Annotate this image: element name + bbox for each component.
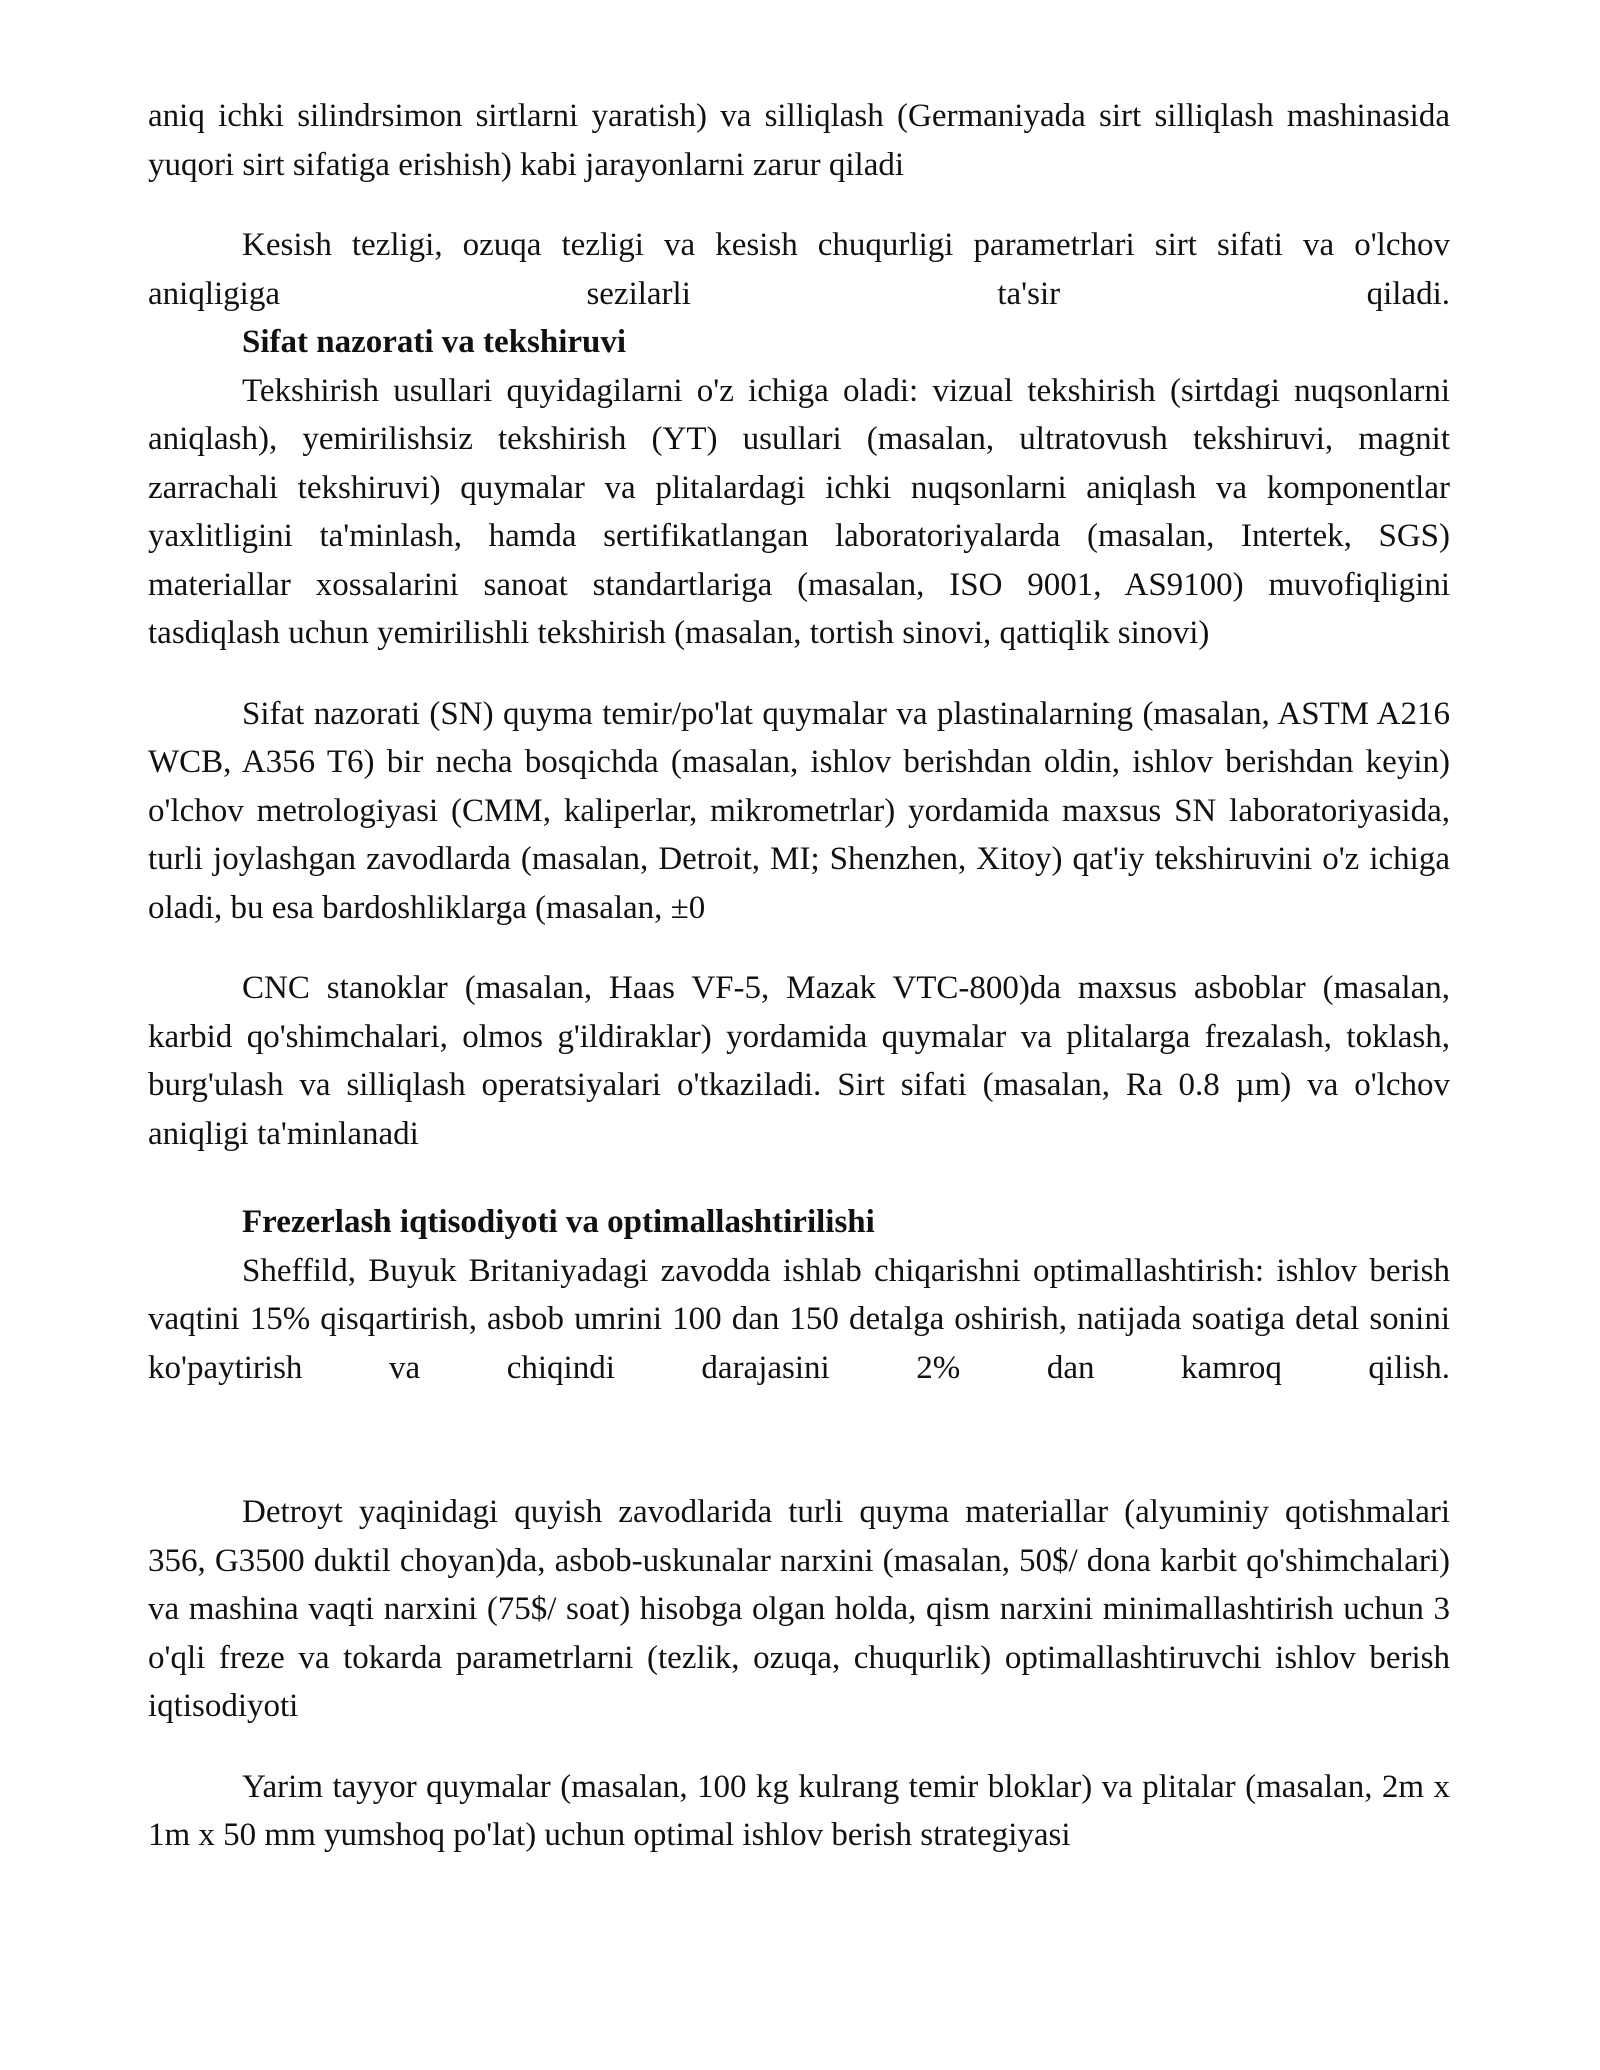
paragraph-semi-finished-strategy: Yarim tayyor quymalar (masalan, 100 kg kulrang temir bloklar) va plitalar (masalan, 2m x 1m x 50 mm yumshoq po'lat) uchun optimal ishlov berish strategiyasi [148,1768,1450,1853]
heading-milling-economics: Frezerlash iqtisodiyoti va optimallashtirilishi [242,1204,875,1240]
heading-quality-control: Sifat nazorati va tekshiruvi [242,324,627,360]
paragraph-detroit-economics: Detroyt yaqinidagi quyish zavodlarida turli quyma materiallar (alyuminiy qotishmalari 356, G3500 duktil choyan)da, asbob-uskunalar narxini (masalan, 50$/ dona karbit qo'shimchalari) va mashina vaqti narxini (75$/ soat) hisobga olgan holda, qism narxini minimallashtirish uchun 3 o'qli freze va tokarda parametrlarni (tezlik, ozuqa, chuqurlik) optimallashtiruvchi ishlov berish iqtisodiyoti [148,1494,1450,1724]
paragraph-cnc-operations: CNC stanoklar (masalan, Haas VF-5, Mazak VTC-800)da maxsus asboblar (masalan, karbid qo'shimchalari, olmos g'ildiraklar) yordamida quymalar va plitalarga frezalash, toklash, burg'ulash va silliqlash operatsiyalari o'tkaziladi. Sirt sifati (masalan, Ra 0.8 µm) va o'lchov aniqligi ta'minlanadi [148,970,1450,1152]
document-page [148,92,1450,1860]
paragraph-cutting-parameters: Kesish tezligi, ozuqa tezligi va kesish chuqurligi parametrlari sirt sifati va o'lchov aniqligiga sezilarli ta'sir qiladi. [148,227,1450,312]
paragraph-intro-continuation: aniq ichki silindrsimon sirtlarni yaratish) va silliqlash (Germaniyada sirt silliqlash mashinasida yuqori sirt sifatiga erishish) kabi jarayonlarni zarur qiladi [148,98,1450,183]
paragraph-inspection-methods: Tekshirish usullari quyidagilarni o'z ichiga oladi: vizual tekshirish (sirtdagi nuqsonlarni aniqlash), yemirilishsiz tekshirish (YT) usullari (masalan, ultratovush tekshiruvi, magnit zarrachali tekshiruvi) quymalar va plitalardagi ichki nuqsonlarni aniqlash va komponentlar yaxlitligini ta'minlash, hamda sertifikatlangan laboratoriyalarda (masalan, Intertek, SGS) materiallar xossalarini sanoat standartlariga (masalan, ISO 9001, AS9100) muvofiqligini tasdiqlash uchun yemirilishli tekshirish (masalan, tortish sinovi, qattiqlik sinovi) [148,372,1450,651]
paragraph-sheffield-optimization: Sheffild, Buyuk Britaniyadagi zavodda ishlab chiqarishni optimallashtirish: ishlov berish vaqtini 15% qisqartirish, asbob umrini 100 dan 150 detalga oshirish, natijada soatiga detal sonini ko'paytirish va chiqindi darajasini 2% dan kamroq qilish. [148,1252,1450,1386]
paragraph-quality-control-details: Sifat nazorati (SN) quyma temir/po'lat quymalar va plastinalarning (masalan, ASTM A216 WCB, A356 T6) bir necha bosqichda (masalan, ishlov berishdan oldin, ishlov berishdan keyin) o'lchov metrologiyasi (CMM, kaliperlar, mikrometrlar) yordamida maxsus SN laboratoriyasida, turli joylashgan zavodlarda (masalan, Detroit, MI; Shenzhen, Xitoy) qat'iy tekshiruvini o'z ichiga oladi, bu esa bardoshliklarga (masalan, ±0 [148,695,1450,926]
